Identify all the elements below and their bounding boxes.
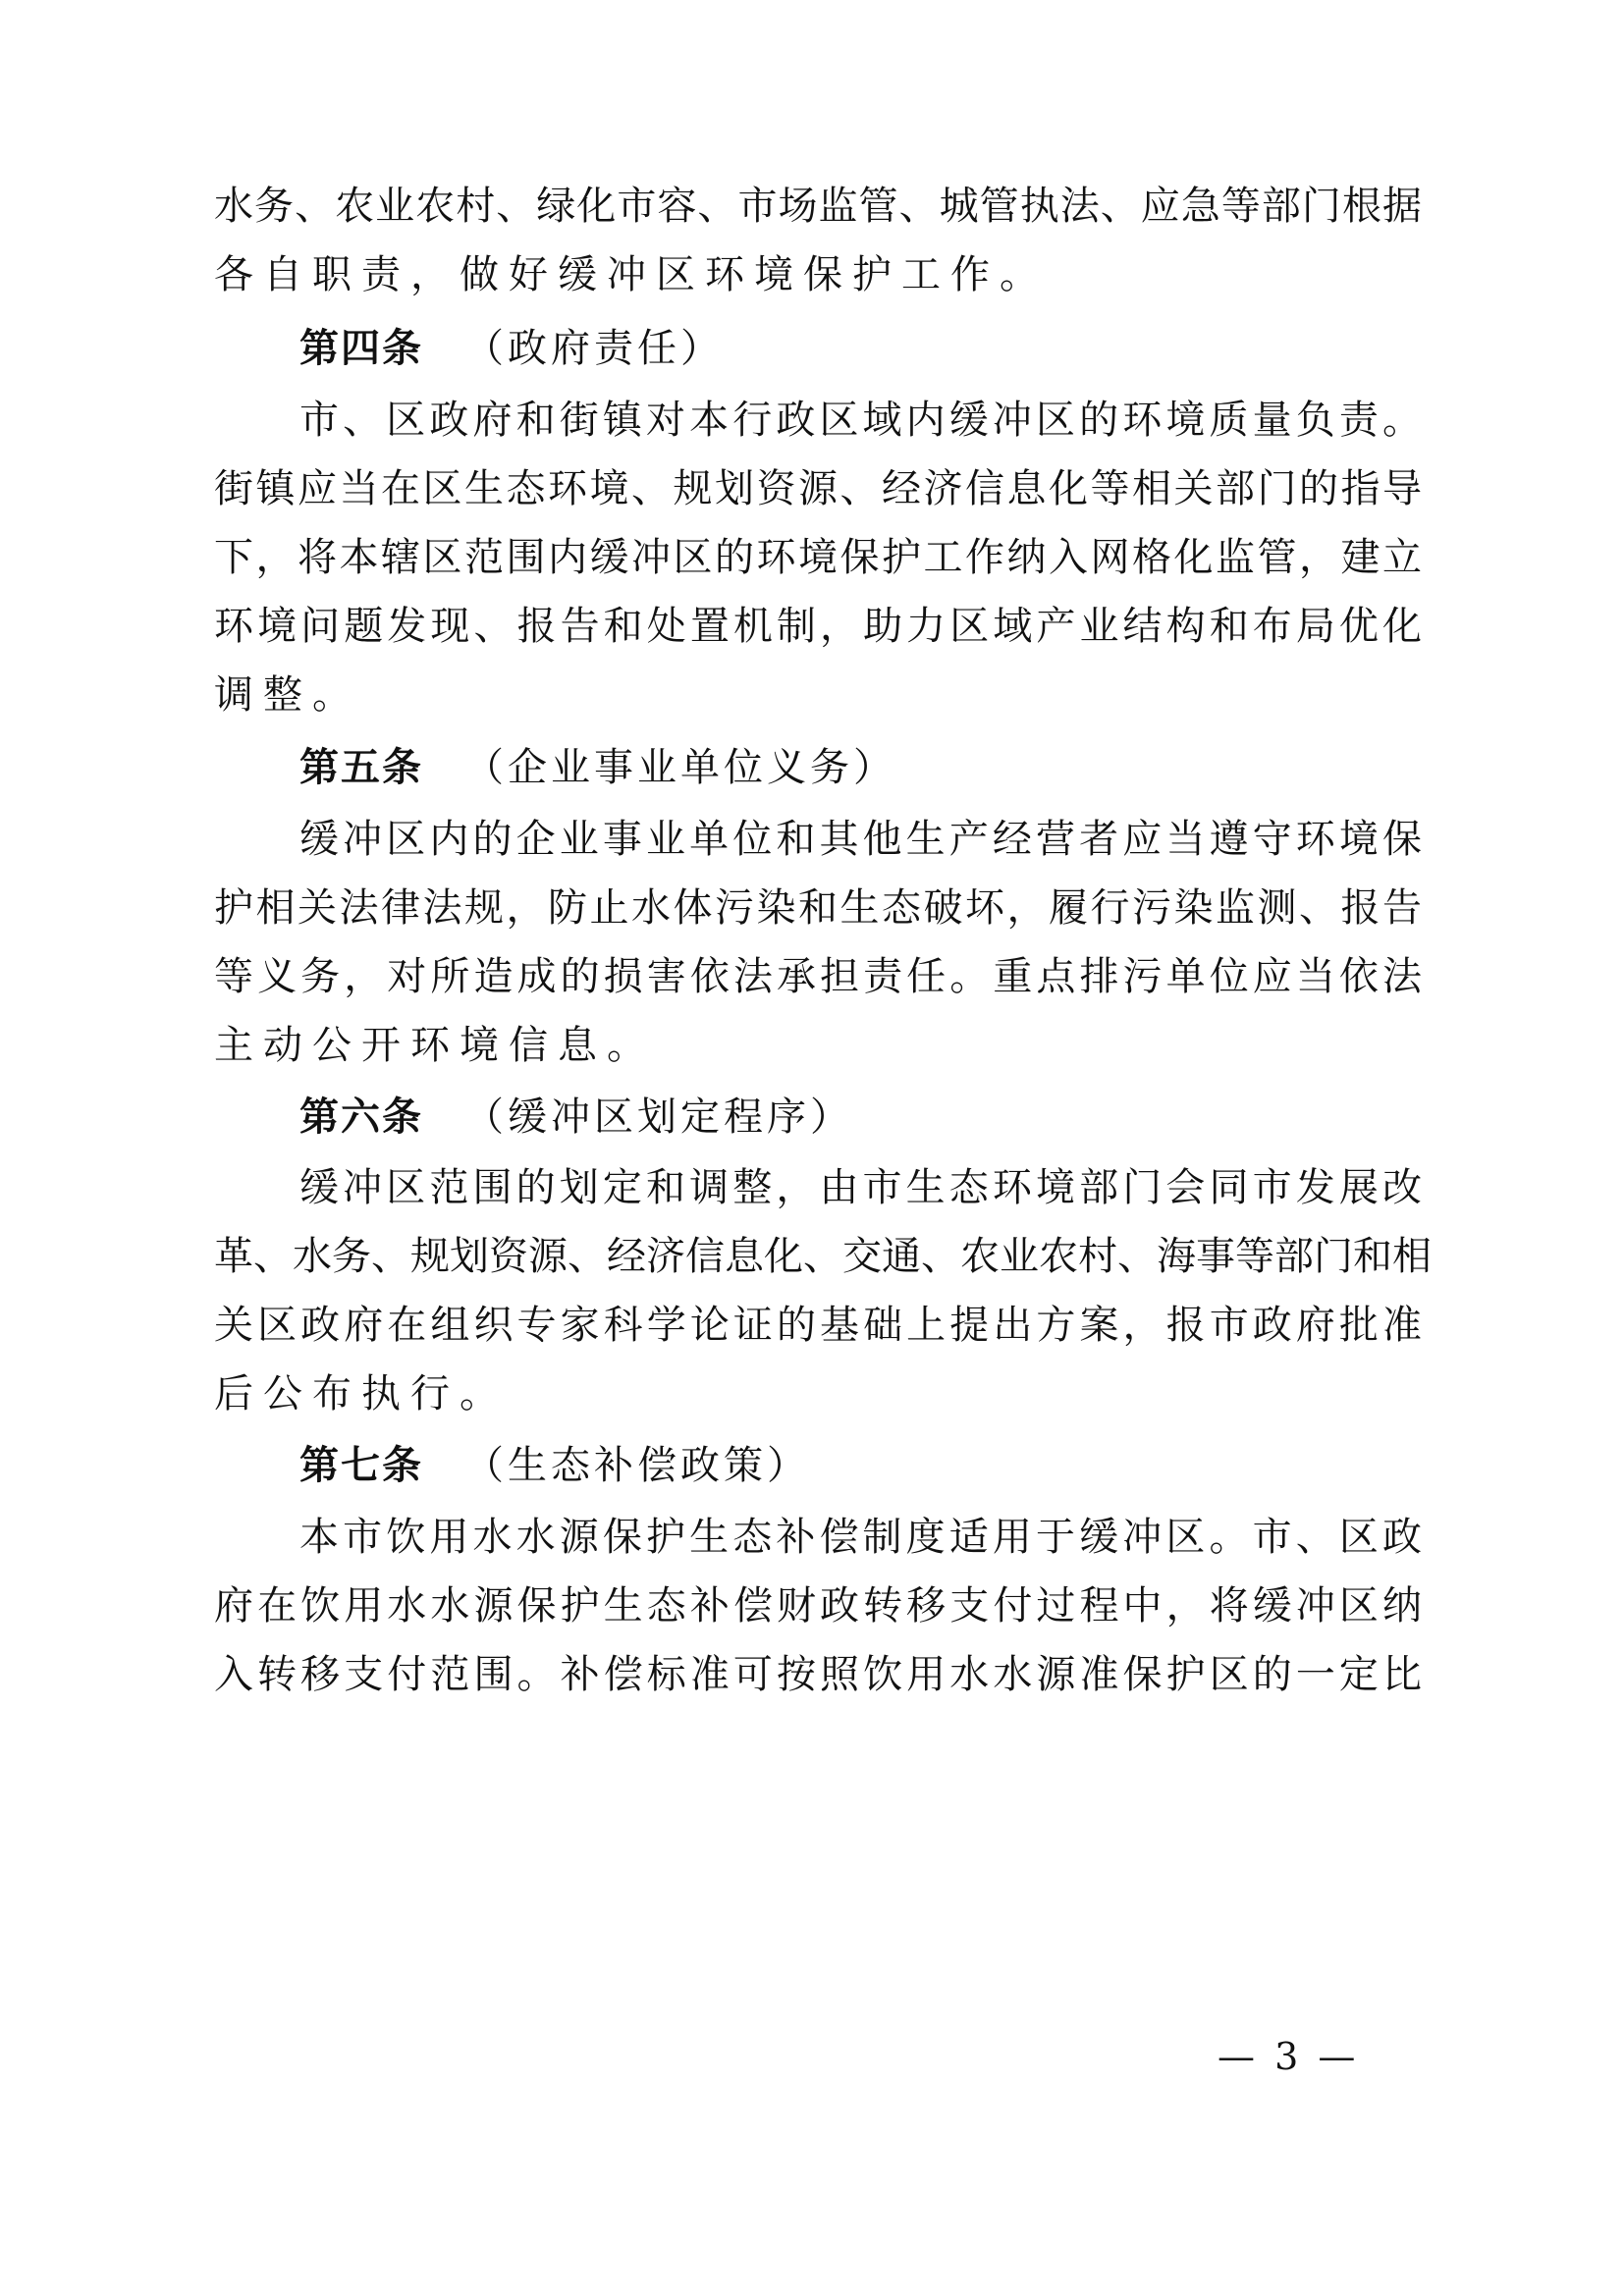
paragraph-line: 等义务，对所造成的损害依法承担责任。重点排污单位应当依法 xyxy=(214,954,1422,999)
article-6-heading xyxy=(299,1088,853,1147)
page-number: — 3 — xyxy=(1218,2035,1360,2078)
paragraph-line: 入转移支付范围。补偿标准可按照饮用水水源准保护区的一定比 xyxy=(214,1652,1422,1697)
paragraph-line: 各自职责，做好缓冲区环境保护工作。 xyxy=(214,252,1049,297)
paragraph-line: 环境问题发现、报告和处置机制，助力区域产业结构和布局优化 xyxy=(214,604,1422,649)
paragraph-line: 府在饮用水水源保护生态补偿财政转移支付过程中，将缓冲区纳 xyxy=(214,1583,1422,1629)
article-title: （企业事业单位义务） xyxy=(464,745,896,790)
paragraph-line: 本市饮用水水源保护生态补偿制度适用于缓冲区。市、区政 xyxy=(299,1515,1422,1560)
paragraph-line: 主动公开环境信息。 xyxy=(214,1023,656,1068)
article-title: （生态补偿政策） xyxy=(464,1443,810,1488)
paragraph-line: 水务、农业农村、绿化市容、市场监管、城管执法、应急等部门根据 xyxy=(214,184,1422,229)
article-number: 第四条 xyxy=(299,326,423,371)
article-number: 第六条 xyxy=(299,1095,423,1140)
paragraph-line: 下，将本辖区范围内缓冲区的环境保护工作纳入网格化监管，建立 xyxy=(214,535,1422,580)
article-4-heading xyxy=(299,319,724,378)
paragraph-line: 后公布执行。 xyxy=(214,1371,509,1416)
paragraph-line: 缓冲区范围的划定和调整，由市生态环境部门会同市发展改 xyxy=(299,1165,1422,1210)
paragraph-line: 缓冲区内的企业事业单位和其他生产经营者应当遵守环境保 xyxy=(299,817,1422,862)
article-number: 第五条 xyxy=(299,745,423,790)
article-5-heading xyxy=(299,738,896,797)
paragraph-line: 市、区政府和街镇对本行政区域内缓冲区的环境质量负责。 xyxy=(299,398,1422,443)
article-title: （缓冲区划定程序） xyxy=(464,1095,853,1140)
article-title: （政府责任） xyxy=(464,326,724,371)
paragraph-line: 街镇应当在区生态环境、规划资源、经济信息化等相关部门的指导 xyxy=(214,466,1422,511)
paragraph-line: 护相关法律法规，防止水体污染和生态破坏，履行污染监测、报告 xyxy=(214,885,1422,931)
paragraph-line: 调整。 xyxy=(214,672,361,718)
paragraph-line: 关区政府在组织专家科学论证的基础上提出方案，报市政府批准 xyxy=(214,1303,1422,1348)
article-7-heading xyxy=(299,1436,810,1495)
paragraph-line: 革、水务、规划资源、经济信息化、交通、农业农村、海事等部门和相 xyxy=(214,1234,1432,1279)
article-number: 第七条 xyxy=(299,1443,423,1488)
